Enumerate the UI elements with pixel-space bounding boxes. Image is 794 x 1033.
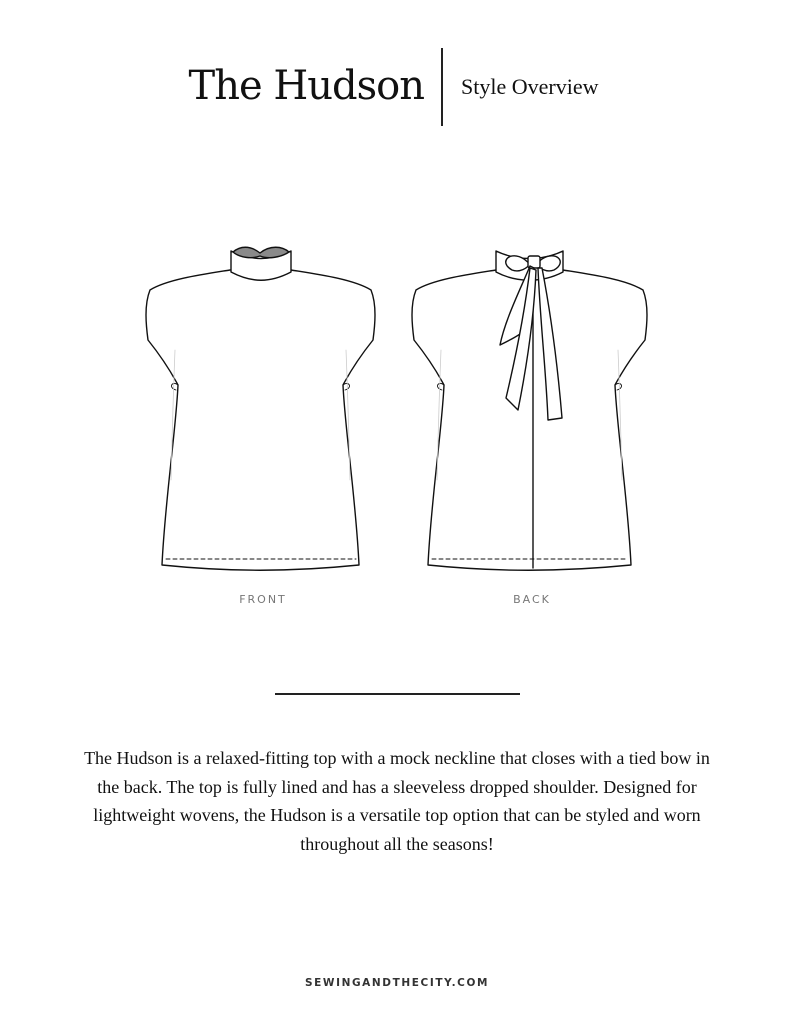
page-subtitle: Style Overview xyxy=(461,74,599,99)
back-garment-drawing xyxy=(412,251,647,570)
section-divider xyxy=(275,693,520,695)
header-divider xyxy=(441,48,443,126)
front-label: FRONT xyxy=(239,593,287,606)
garment-illustrations xyxy=(120,230,680,630)
front-garment-drawing xyxy=(146,247,375,570)
back-label: BACK xyxy=(513,593,551,606)
header xyxy=(0,44,794,128)
page-title: The Hudson xyxy=(188,63,424,109)
footer-website[interactable]: SEWINGANDTHECITY.COM xyxy=(304,977,490,989)
style-description: The Hudson is a relaxed-fitting top with a mock neckline that closes with a tied bow in the back. The top is fully lined and has a sleeveless dropped shoulder. Designed for lightweight wovens, the Hudson is a versatile top option that can be styled and worn throughout all the seasons! xyxy=(84,748,710,854)
